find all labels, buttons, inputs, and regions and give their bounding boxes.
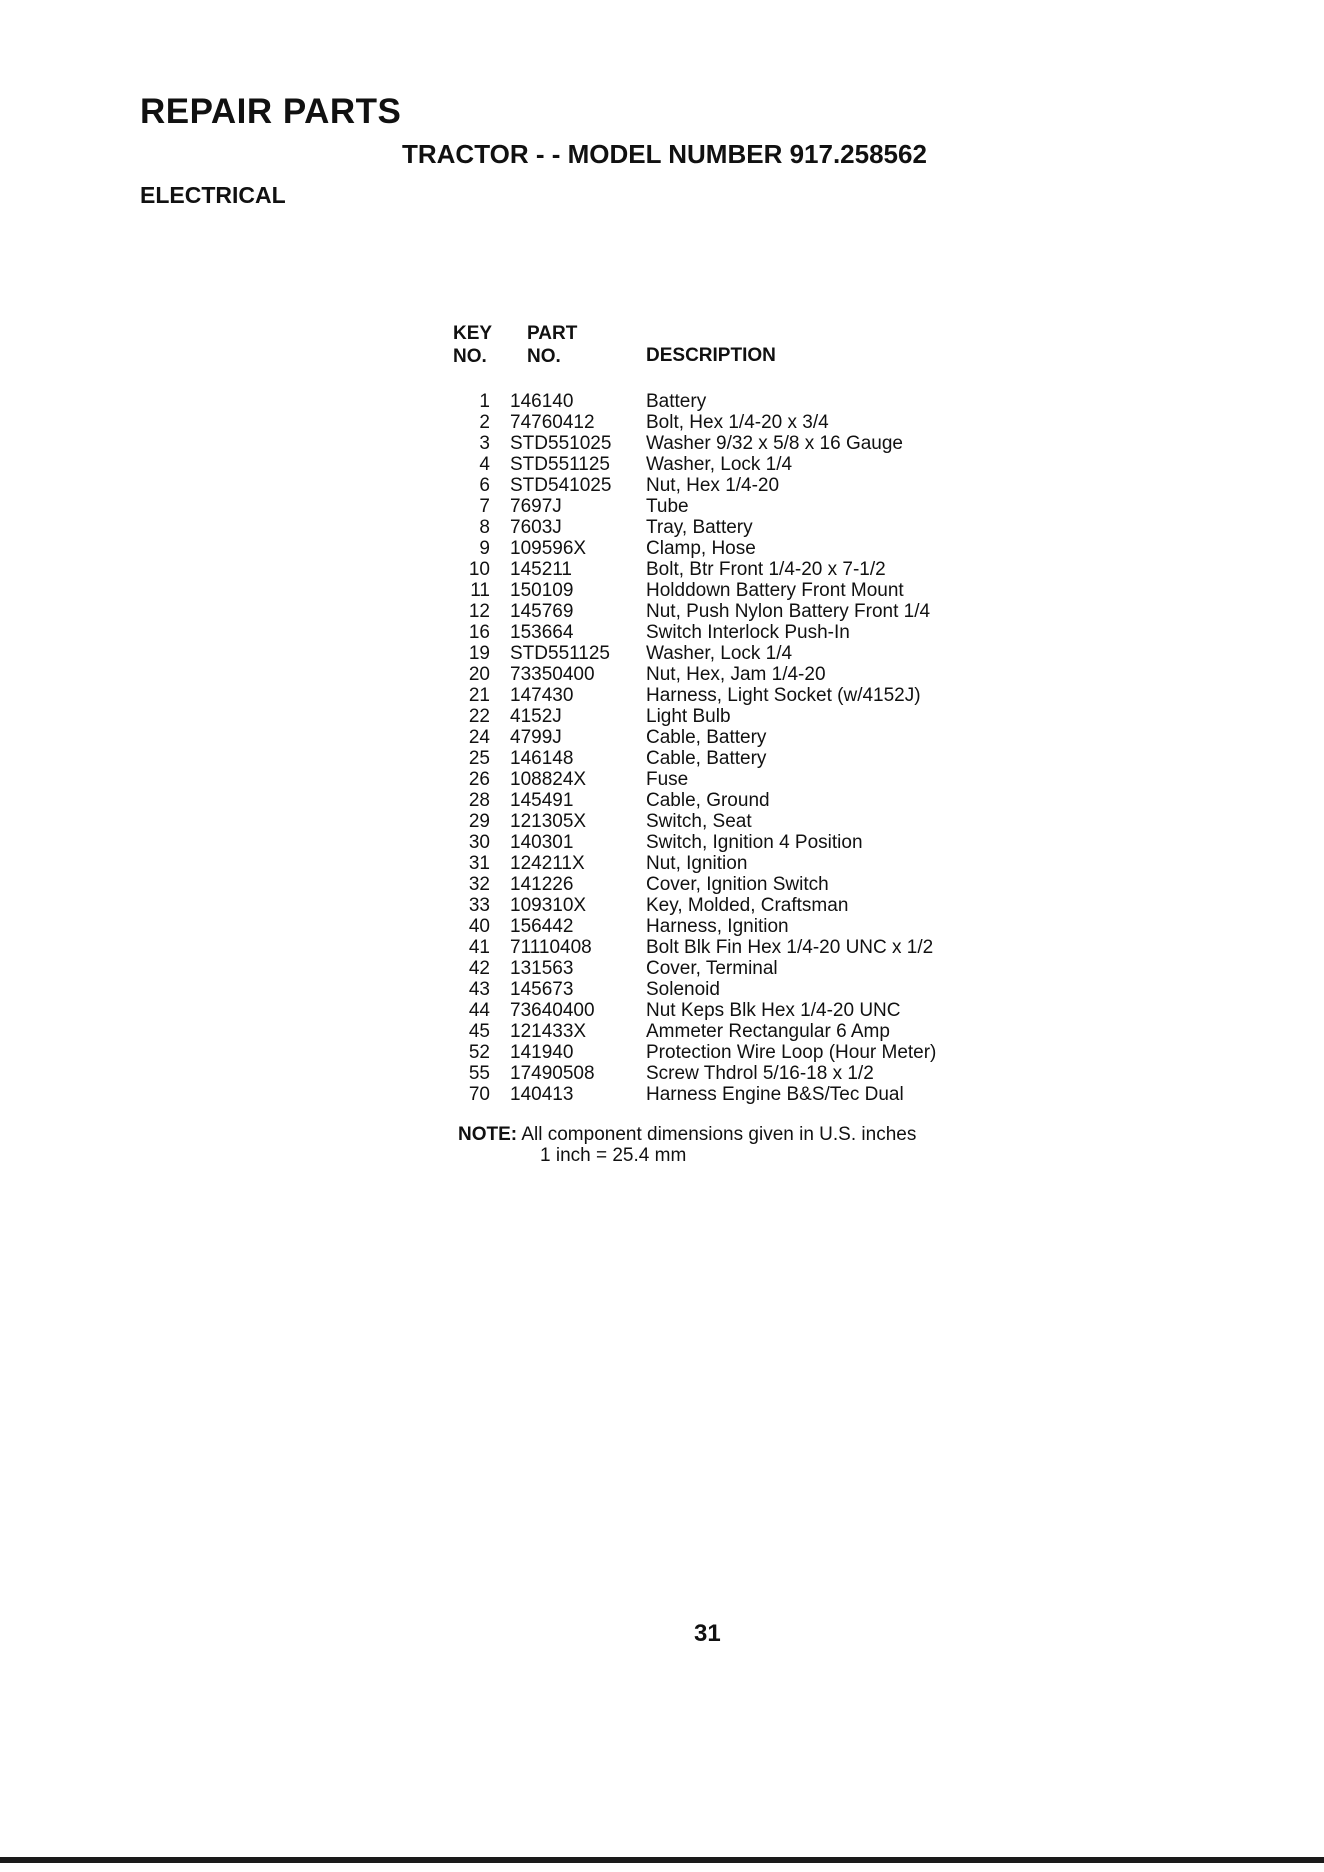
note-line2: 1 inch = 25.4 mm	[540, 1145, 687, 1166]
key-number: 16	[468, 622, 490, 643]
key-number: 55	[468, 1063, 490, 1084]
part-description: Washer, Lock 1/4	[646, 454, 793, 475]
note-text: All component dimensions given in U.S. inches	[521, 1124, 917, 1145]
part-number: 124211X	[510, 853, 585, 874]
key-number: 52	[468, 1042, 490, 1063]
part-description: Nut, Ignition	[646, 853, 748, 874]
part-number: 145673	[510, 979, 574, 1000]
part-description: Battery	[646, 391, 707, 412]
key-number: 29	[468, 811, 490, 832]
key-number: 28	[468, 790, 490, 811]
key-number: 4	[479, 454, 490, 475]
key-number: 10	[468, 559, 490, 580]
part-number: 140413	[510, 1084, 574, 1105]
part-number: 140301	[510, 832, 574, 853]
part-number: 141940	[510, 1042, 574, 1063]
table-row	[452, 958, 1012, 979]
bottom-rule	[0, 1857, 1324, 1863]
key-number: 42	[468, 958, 490, 979]
key-number: 33	[468, 895, 490, 916]
key-number: 30	[468, 832, 490, 853]
part-number: 145491	[510, 790, 574, 811]
part-description: Nut, Push Nylon Battery Front 1/4	[646, 601, 931, 622]
table-row	[452, 1000, 1012, 1021]
part-number: STD551125	[510, 643, 610, 664]
table-row	[452, 412, 1012, 433]
note-line1	[458, 1124, 1018, 1145]
page-title: REPAIR PARTS	[140, 92, 402, 131]
table-row	[452, 895, 1012, 916]
key-number: 45	[468, 1021, 490, 1042]
table-row	[452, 538, 1012, 559]
description-header: DESCRIPTION	[646, 345, 776, 366]
part-description: Light Bulb	[646, 706, 731, 727]
part-description: Switch, Ignition 4 Position	[646, 832, 863, 853]
table-row	[452, 685, 1012, 706]
part-description: Holddown Battery Front Mount	[646, 580, 904, 601]
key-number: 22	[468, 706, 490, 727]
table-row	[452, 832, 1012, 853]
page-number: 31	[694, 1620, 721, 1647]
table-row	[452, 916, 1012, 937]
key-number: 2	[479, 412, 490, 433]
part-number: 74760412	[510, 412, 595, 433]
table-row	[452, 475, 1012, 496]
part-number-header	[527, 322, 577, 368]
part-description: Nut Keps Blk Hex 1/4-20 UNC	[646, 1000, 901, 1021]
part-number: 109596X	[510, 538, 587, 559]
key-number: 40	[468, 916, 490, 937]
key-number: 70	[468, 1084, 490, 1105]
part-header-line2: NO.	[527, 346, 561, 367]
table-row	[452, 853, 1012, 874]
part-description: Cover, Ignition Switch	[646, 874, 829, 895]
table-row	[452, 601, 1012, 622]
table-row	[452, 727, 1012, 748]
table-row	[452, 874, 1012, 895]
key-number: 43	[468, 979, 490, 1000]
part-number: STD551125	[510, 454, 610, 475]
part-description: Cable, Ground	[646, 790, 770, 811]
table-row	[452, 580, 1012, 601]
key-number: 24	[468, 727, 490, 748]
key-number: 9	[479, 538, 490, 559]
key-number: 31	[468, 853, 490, 874]
part-description: Washer, Lock 1/4	[646, 643, 793, 664]
part-number: 145769	[510, 601, 574, 622]
part-number: 121305X	[510, 811, 587, 832]
table-row	[452, 769, 1012, 790]
part-number: STD541025	[510, 475, 612, 496]
key-number: 1	[479, 391, 490, 412]
table-row	[452, 1021, 1012, 1042]
part-description: Cable, Battery	[646, 748, 767, 769]
note-label: NOTE:	[458, 1124, 518, 1145]
table-row	[452, 622, 1012, 643]
part-number: 71110408	[510, 937, 592, 958]
part-description: Nut, Hex 1/4-20	[646, 475, 780, 496]
table-row	[452, 559, 1012, 580]
part-description: Nut, Hex, Jam 1/4-20	[646, 664, 826, 685]
part-description: Tray, Battery	[646, 517, 753, 538]
table-row	[452, 664, 1012, 685]
key-number: 25	[468, 748, 490, 769]
part-description: Fuse	[646, 769, 689, 790]
part-description: Cable, Battery	[646, 727, 767, 748]
part-description: Protection Wire Loop (Hour Meter)	[646, 1042, 937, 1063]
key-number: 44	[468, 1000, 490, 1021]
part-number: 17490508	[510, 1063, 595, 1084]
part-number: 156442	[510, 916, 574, 937]
parts-list	[452, 391, 1012, 1105]
part-header-line1: PART	[527, 323, 578, 344]
part-description: Key, Molded, Craftsman	[646, 895, 849, 916]
key-header-line1: KEY	[453, 323, 493, 344]
section-heading: ELECTRICAL	[140, 182, 286, 208]
table-row	[452, 433, 1012, 454]
part-number: STD551025	[510, 433, 612, 454]
table-row	[452, 748, 1012, 769]
key-number: 21	[468, 685, 490, 706]
part-number: 145211	[510, 559, 572, 580]
part-number: 73350400	[510, 664, 595, 685]
key-number: 32	[468, 874, 490, 895]
part-description: Switch Interlock Push-In	[646, 622, 850, 643]
key-number: 6	[479, 475, 490, 496]
table-row	[452, 1042, 1012, 1063]
part-number: 131563	[510, 958, 574, 979]
part-description: Cover, Terminal	[646, 958, 778, 979]
key-number: 20	[468, 664, 490, 685]
part-number: 4152J	[510, 706, 562, 727]
part-number: 141226	[510, 874, 574, 895]
part-description: Ammeter Rectangular 6 Amp	[646, 1021, 890, 1042]
part-number: 146140	[510, 391, 574, 412]
key-number: 19	[468, 643, 490, 664]
table-row	[452, 1084, 1012, 1105]
key-number-header	[453, 322, 492, 368]
part-number: 7603J	[510, 517, 562, 538]
part-description: Tube	[646, 496, 689, 517]
table-row	[452, 454, 1012, 475]
part-number: 4799J	[510, 727, 562, 748]
key-number: 12	[468, 601, 490, 622]
part-description: Bolt Blk Fin Hex 1/4-20 UNC x 1/2	[646, 937, 934, 958]
key-number: 26	[468, 769, 490, 790]
part-number: 121433X	[510, 1021, 587, 1042]
table-row	[452, 811, 1012, 832]
part-number: 153664	[510, 622, 574, 643]
table-row	[452, 937, 1012, 958]
part-description: Harness, Ignition	[646, 916, 789, 937]
part-number: 150109	[510, 580, 574, 601]
part-number: 147430	[510, 685, 574, 706]
key-number: 8	[479, 517, 490, 538]
key-number: 11	[470, 580, 490, 601]
key-number: 3	[479, 433, 490, 454]
note	[458, 1124, 1018, 1166]
key-number: 7	[479, 496, 490, 517]
table-row	[452, 391, 1012, 412]
table-row	[452, 979, 1012, 1000]
key-header-line2: NO.	[453, 346, 487, 367]
part-number: 109310X	[510, 895, 587, 916]
model-heading: TRACTOR - - MODEL NUMBER 917.258562	[402, 139, 927, 169]
part-number: 108824X	[510, 769, 587, 790]
part-description: Washer 9/32 x 5/8 x 16 Gauge	[646, 433, 904, 454]
table-row	[452, 1063, 1012, 1084]
part-number: 146148	[510, 748, 574, 769]
table-row	[452, 790, 1012, 811]
part-description: Solenoid	[646, 979, 720, 1000]
part-description: Harness, Light Socket (w/4152J)	[646, 685, 921, 706]
table-row	[452, 706, 1012, 727]
part-description: Screw Thdrol 5/16-18 x 1/2	[646, 1063, 874, 1084]
part-description: Harness Engine B&S/Tec Dual	[646, 1084, 904, 1105]
part-number: 7697J	[510, 496, 562, 517]
part-description: Clamp, Hose	[646, 538, 756, 559]
table-row	[452, 517, 1012, 538]
part-number: 73640400	[510, 1000, 595, 1021]
key-number: 41	[468, 937, 490, 958]
table-row	[452, 643, 1012, 664]
table-row	[452, 496, 1012, 517]
part-description: Bolt, Hex 1/4-20 x 3/4	[646, 412, 829, 433]
part-description: Switch, Seat	[646, 811, 752, 832]
part-description: Bolt, Btr Front 1/4-20 x 7-1/2	[646, 559, 886, 580]
